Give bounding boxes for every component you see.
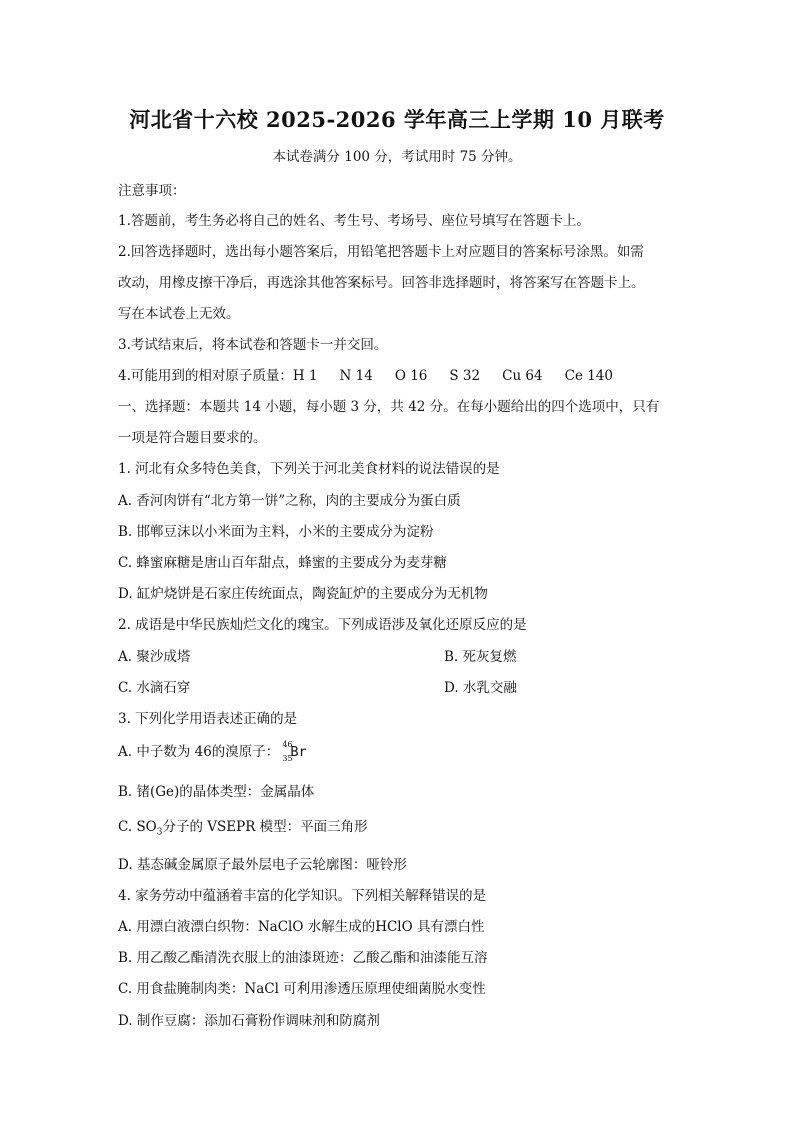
question-1-stem: 1. 河北有众多特色美食，下列关于河北美食材料的说法错误的是 <box>118 461 500 477</box>
atomic-mass-item: H 1 <box>292 368 318 384</box>
note-item-2-line-2: 改动，用橡皮擦干净后，再选涂其他答案标号。回答非选择题时，将答案写在答题卡上。 <box>118 275 645 291</box>
atomic-number: 35 <box>282 753 293 763</box>
option-a-text: A. 中子数为 46的溴原子： <box>118 744 280 760</box>
element-symbol: Br <box>290 743 307 760</box>
note-item-2-line-3: 写在本试卷上无效。 <box>118 306 240 322</box>
exam-subtitle: 本试卷满分 100 分，考试用时 75 分钟。 <box>272 149 522 165</box>
atomic-mass-item: Cu 64 <box>502 368 543 384</box>
question-4-option-a: A. 用漂白液漂白织物：NaClO 水解生成的HClO 具有漂白性 <box>118 919 485 935</box>
question-4-option-c: C. 用食盐腌制肉类：NaCl 可利用渗透压原理使细菌脱水变性 <box>118 981 486 997</box>
bromine-nuclide-symbol <box>279 739 313 763</box>
question-4-option-b: B. 用乙酸乙酯清洗衣服上的油漆斑迹：乙酸乙酯和油漆能互溶 <box>118 950 488 966</box>
question-3-option-c <box>118 815 368 838</box>
atomic-mass-item: O 16 <box>394 368 428 384</box>
mass-number: 46 <box>282 739 293 749</box>
question-3-option-b: B. 锗(Ge)的晶体类型：金属晶体 <box>118 784 315 800</box>
atomic-mass-item: N 14 <box>339 368 373 384</box>
section-heading-line-2: 一项是符合题目要求的。 <box>118 430 267 446</box>
option-c-label: C. <box>118 819 137 835</box>
exam-title: 河北省十六校 2025-2026 学年高三上学期 10 月联考 <box>129 107 665 132</box>
question-2-option-d: D. 水乳交融 <box>444 680 517 696</box>
question-1-option-c: C. 蜂蜜麻糖是唐山百年甜点，蜂蜜的主要成分为麦芽糖 <box>118 555 447 571</box>
note-item-3: 3.考试结束后，将本试卷和答题卡一并交回。 <box>118 337 388 353</box>
option-c-text: 分子的 VSEPR 模型：平面三角形 <box>162 819 368 835</box>
note-item-2-line-1: 2.回答选择题时，选出每小题答案后，用铅笔把答题卡上对应题目的答案标号涂黑。如需 <box>118 244 644 260</box>
note-item-1: 1.答题前，考生务必将自己的姓名、考生号、考场号、座位号填写在答题卡上。 <box>118 213 590 229</box>
question-2-stem: 2. 成语是中华民族灿烂文化的瑰宝。下列成语涉及氧化还原反应的是 <box>118 617 527 633</box>
question-2-option-b: B. 死灰复燃 <box>444 649 517 665</box>
question-1-option-b: B. 邯郸豆沫以小米面为主料，小米的主要成分为淀粉 <box>118 524 434 540</box>
atomic-mass-item: Ce 140 <box>564 368 613 384</box>
question-2-option-a: A. 聚沙成塔 <box>118 649 191 665</box>
question-4-stem: 4. 家务劳动中蕴涵着丰富的化学知识。下列相关解释错误的是 <box>118 888 487 904</box>
note-item-4 <box>118 364 635 384</box>
question-1-option-d: D. 缸炉烧饼是石家庄传统面点，陶瓷缸炉的主要成分为无机物 <box>118 586 488 602</box>
so3-formula: $SO_3$ <box>136 819 163 838</box>
question-1-option-a: A. 香河肉饼有“北方第一饼”之称，肉的主要成分为蛋白质 <box>118 493 461 509</box>
question-2-option-c: C. 水滴石穿 <box>118 680 191 696</box>
question-4-option-d: D. 制作豆腐：添加石膏粉作调味剂和防腐剂 <box>118 1013 380 1029</box>
question-3-option-a <box>118 740 313 762</box>
atomic-mass-label: 4.可能用到的相对原子质量： <box>118 368 293 384</box>
notes-heading: 注意事项： <box>118 183 186 199</box>
question-3-option-d: D. 基态碱金属原子最外层电子云轮廓图：哑铃形 <box>118 857 407 873</box>
section-heading-line-1: 一、选择题：本题共 14 小题，每小题 3 分，共 42 分。在每小题给出的四个选项中，只有 <box>118 399 660 415</box>
question-3-stem: 3. 下列化学用语表述正确的是 <box>118 711 298 727</box>
atomic-mass-item: S 32 <box>449 368 481 384</box>
